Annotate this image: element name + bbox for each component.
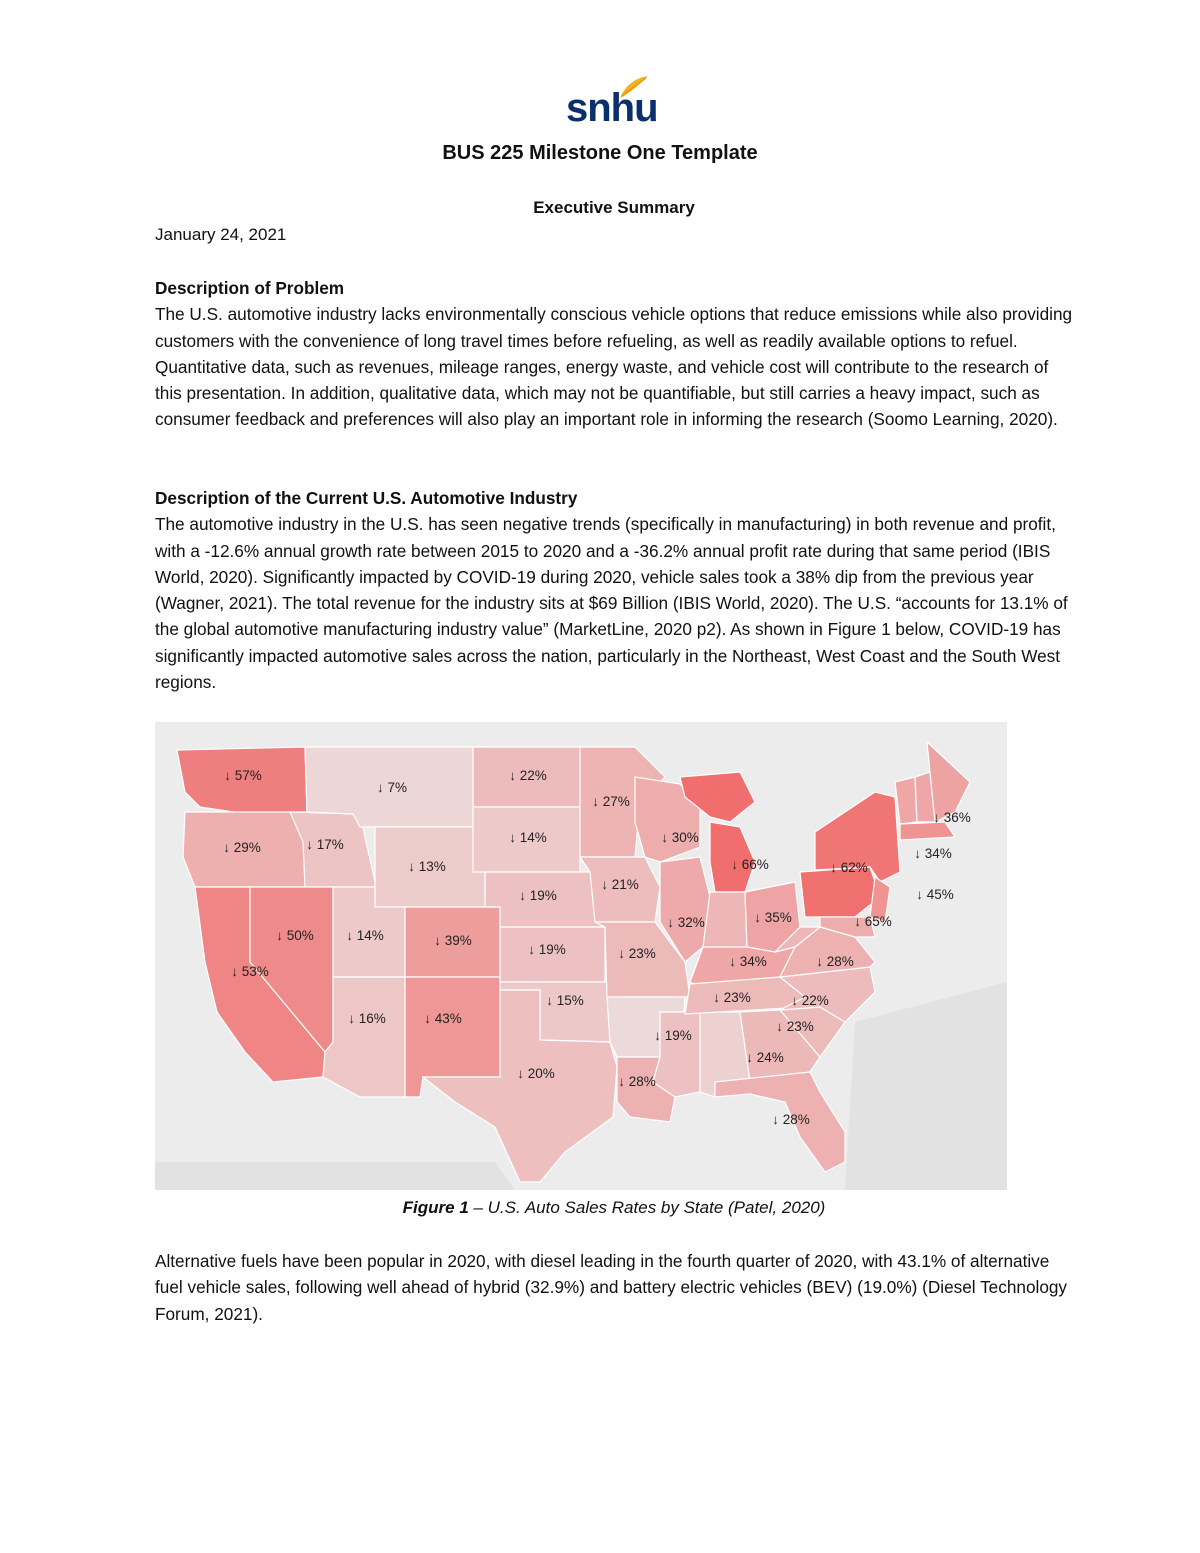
state-label-vt: ↓ 34% bbox=[914, 846, 952, 861]
state-label-wy: ↓ 13% bbox=[408, 859, 446, 874]
state-label-mo: ↓ 23% bbox=[618, 946, 656, 961]
state-az bbox=[323, 977, 405, 1097]
us-sales-map bbox=[155, 722, 1007, 1190]
problem-heading: Description of Problem bbox=[155, 278, 345, 298]
state-label-ny: ↓ 62% bbox=[830, 860, 868, 875]
industry-heading: Description of the Current U.S. Automotive Industry bbox=[155, 488, 578, 508]
industry-section bbox=[155, 485, 1075, 695]
problem-section bbox=[155, 275, 1075, 433]
problem-body: The U.S. automotive industry lacks environmentally conscious vehicle options that reduce emissions while also providing customers with the convenience of long travel times before refueling, as well as readily available options to refuel. Quantitative data, such as revenues, mileage ranges, energy waste, and vehicle cost will contribute to the research of this presentation. In addition, qualitative data, which may not be quantifiable, but still carries a heavy impact, such as consumer feedback and preferences will also play an important role in informing the research (Soomo Learning, 2020). bbox=[155, 304, 1073, 430]
document-subtitle: Executive Summary bbox=[533, 198, 695, 217]
figure-caption bbox=[0, 1198, 1200, 1218]
state-label-ky: ↓ 34% bbox=[729, 954, 767, 969]
state-label-ks: ↓ 19% bbox=[528, 942, 566, 957]
state-label-sd: ↓ 14% bbox=[509, 830, 547, 845]
state-label-oh: ↓ 35% bbox=[754, 910, 792, 925]
state-label-mt: ↓ 7% bbox=[376, 780, 408, 795]
state-label-id: ↓ 17% bbox=[306, 837, 344, 852]
industry-body: The automotive industry in the U.S. has seen negative trends (specifically in manufacturing) in both revenue and profit, with a -12.6% annual growth rate between 2015 to 2020 and a -36.2% annual profit rate during that same period (IBIS World, 2020). Significantly impacted by COVID-19 during 2020, vehicle sales took a 38% dip from the previous year (Wagner, 2021). The total revenue for the industry sits at $69 Billion (IBIS World, 2020). The U.S. “accounts for 13.1% of the global automotive manufacturing industry value” (MarketLine, 2020 p2). As shown in Figure 1 below, COVID-19 has significantly impacted automotive sales across the nation, particularly in the Northeast, West Coast and the South West regions. bbox=[155, 514, 1068, 693]
state-label-az: ↓ 16% bbox=[348, 1011, 386, 1026]
state-label-ca: ↓ 53% bbox=[231, 964, 269, 979]
state-label-ga: ↓ 24% bbox=[746, 1050, 784, 1065]
caption-text: – U.S. Auto Sales Rates by State (Patel, 2020) bbox=[468, 1198, 826, 1217]
state-label-ne: ↓ 19% bbox=[519, 888, 557, 903]
state-label-mn: ↓ 27% bbox=[592, 794, 630, 809]
state-label-ok: ↓ 15% bbox=[546, 993, 584, 1008]
state-label-nc: ↓ 22% bbox=[791, 993, 829, 1008]
state-label-nv: ↓ 50% bbox=[276, 928, 314, 943]
state-label-va: ↓ 28% bbox=[816, 954, 854, 969]
state-label-tx: ↓ 20% bbox=[517, 1066, 555, 1081]
state-label-nd: ↓ 22% bbox=[509, 768, 547, 783]
state-label-sc: ↓ 23% bbox=[776, 1019, 814, 1034]
state-label-co: ↓ 39% bbox=[434, 933, 472, 948]
logo-wordmark: snhu bbox=[566, 86, 658, 130]
state-label-ma: ↓ 45% bbox=[916, 887, 954, 902]
map-svg bbox=[155, 722, 1007, 1190]
fuels-body: Alternative fuels have been popular in 2020, with diesel leading in the fourth quarter of 2020, with 43.1% of alternative fuel vehicle sales, following well ahead of hybrid (32.9%) and battery electric vehicles (BEV) (19.0%) (Diesel Technology Forum, 2021). bbox=[155, 1251, 1068, 1324]
fuels-section bbox=[155, 1248, 1075, 1327]
state-label-nm: ↓ 43% bbox=[424, 1011, 462, 1026]
snhu-logo bbox=[566, 74, 656, 134]
state-label-il: ↓ 32% bbox=[667, 915, 705, 930]
state-label-pa: ↓ 65% bbox=[854, 914, 892, 929]
caption-label: Figure 1 bbox=[402, 1198, 469, 1217]
state-label-me: ↓ 36% bbox=[933, 810, 971, 825]
state-label-mi: ↓ 66% bbox=[731, 857, 769, 872]
state-label-wi: ↓ 30% bbox=[661, 830, 699, 845]
state-label-wa: ↓ 57% bbox=[224, 768, 262, 783]
state-label-ut: ↓ 14% bbox=[346, 928, 384, 943]
document-date: January 24, 2021 bbox=[155, 225, 287, 244]
state-label-or: ↓ 29% bbox=[223, 840, 261, 855]
state-label-ms: ↓ 19% bbox=[654, 1028, 692, 1043]
state-label-ia: ↓ 21% bbox=[601, 877, 639, 892]
state-label-tn: ↓ 23% bbox=[713, 990, 751, 1005]
document-title: BUS 225 Milestone One Template bbox=[442, 142, 758, 164]
state-ms bbox=[653, 1012, 700, 1097]
state-label-la: ↓ 28% bbox=[618, 1074, 656, 1089]
state-label-fl: ↓ 28% bbox=[772, 1112, 810, 1127]
